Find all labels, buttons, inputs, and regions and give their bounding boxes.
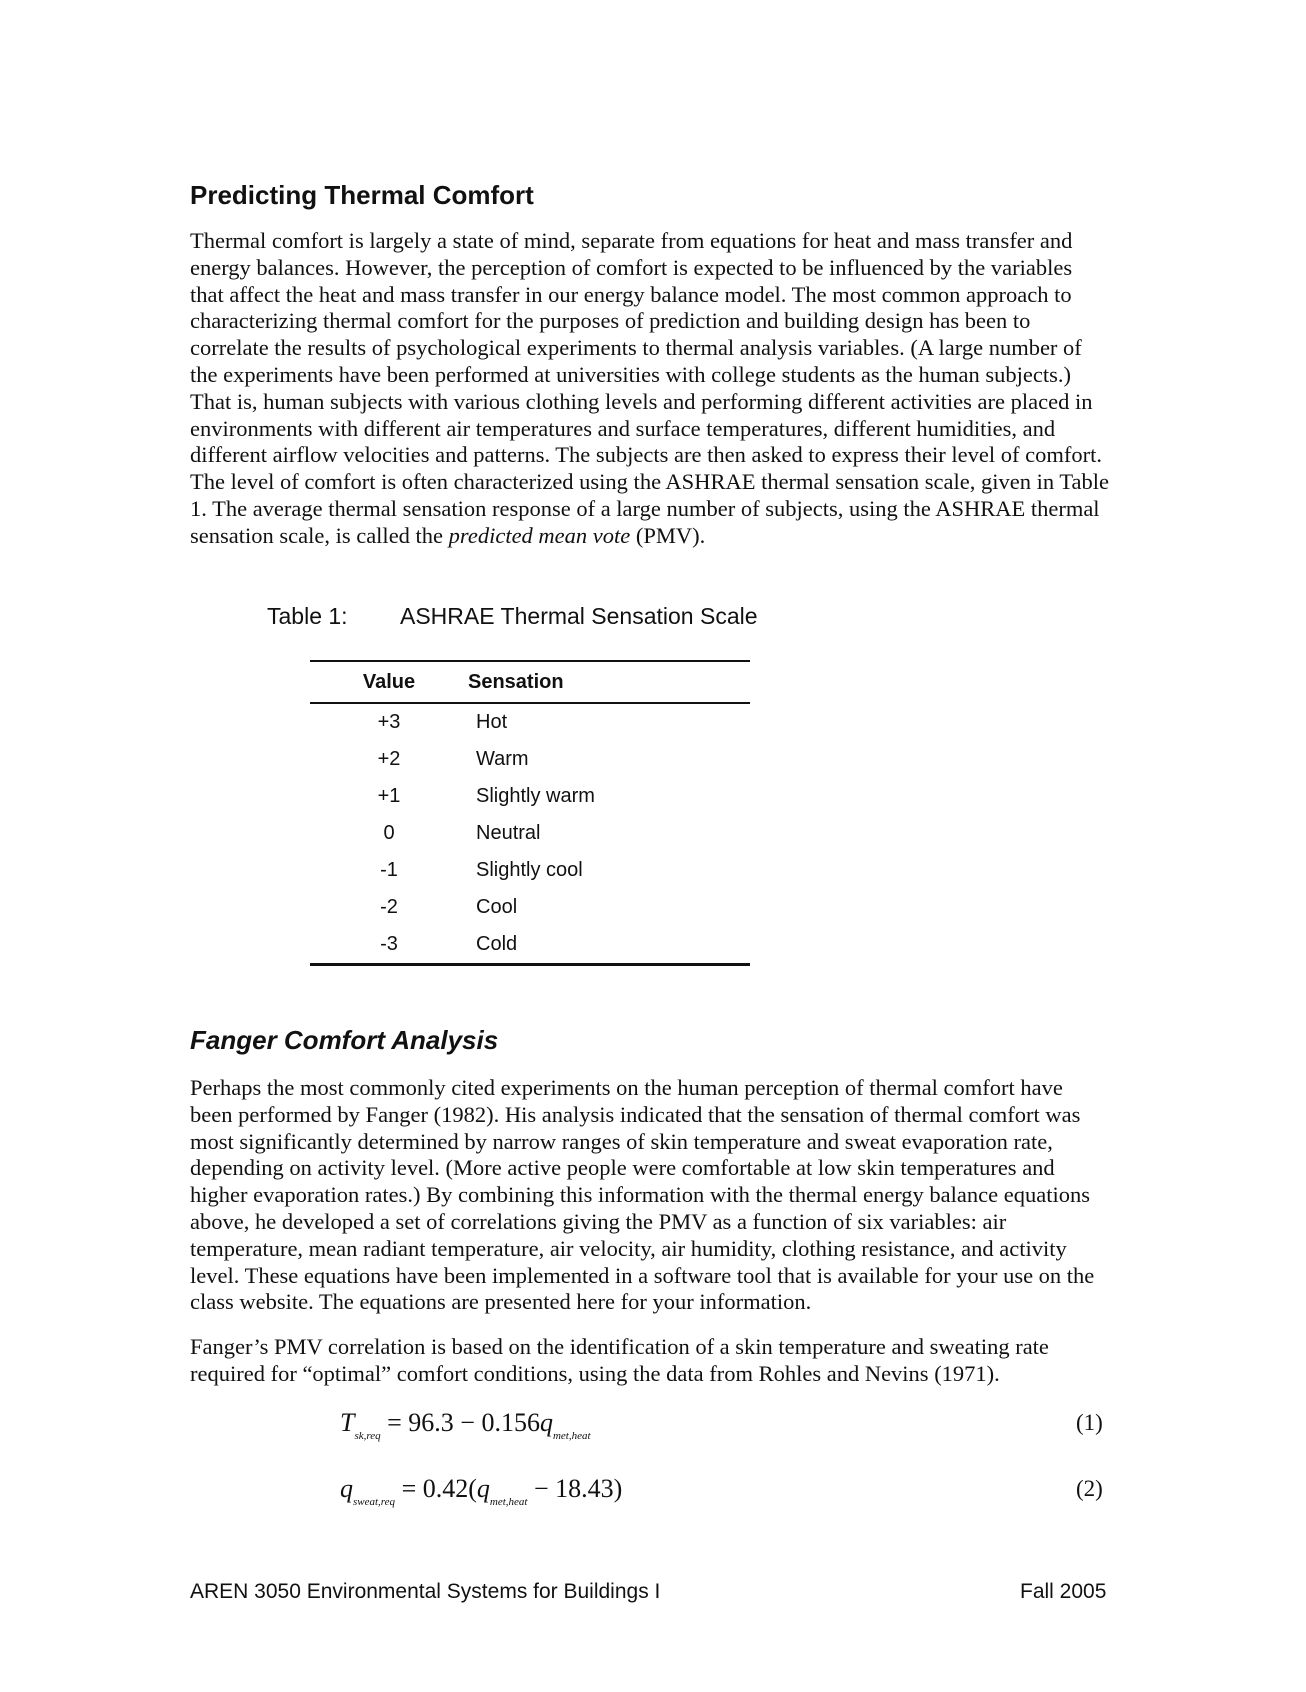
cell-sensation: Cold — [476, 933, 518, 955]
equation-symbol: q — [539, 1408, 553, 1437]
footer-term: Fall 2005 — [1020, 1580, 1107, 1603]
equation-symbol: q — [476, 1474, 490, 1503]
equation-subscript: met,heat — [489, 1496, 528, 1508]
equation-symbol: q — [340, 1474, 353, 1503]
equation-symbol: T — [340, 1408, 355, 1437]
cell-value: 0 — [383, 822, 395, 844]
footer-course-title: AREN 3050 Environmental Systems for Buildings I — [190, 1580, 661, 1603]
cell-sensation: Slightly cool — [476, 859, 583, 881]
table-title: ASHRAE Thermal Sensation Scale — [400, 603, 758, 629]
paragraph-text-tail: (PMV). — [630, 522, 706, 548]
cell-value: -2 — [380, 896, 398, 918]
column-header-sensation: Sensation — [468, 670, 564, 693]
table-row — [310, 741, 750, 778]
table-row — [310, 852, 750, 889]
equation-2 — [340, 1474, 622, 1508]
cell-sensation: Cool — [476, 896, 518, 918]
table-header-row — [310, 661, 750, 703]
column-header-value: Value — [362, 670, 416, 693]
equation-subscript: sweat,req — [353, 1496, 396, 1508]
equation-1 — [340, 1408, 591, 1442]
cell-value: -1 — [380, 859, 398, 881]
paragraph-text: Thermal comfort is largely a state of mind, separate from equations for heat and mass transfer and energy balances. However, the perception of comfort is expected to be influenced by the variables that affect the heat and mass transfer in our energy balance model. The most common approach to characterizing thermal comfort for the purposes of prediction and building design has been to correlate the results of psychological experiments to thermal analysis variables. (A large number of the experiments have been performed at universities with college students as the human subjects.) That is, human subjects with various clothing levels and performing different activities are placed in environments with different air temperatures and surface temperatures, different humidities, and different airflow velocities and patterns. The subjects are then asked to express their level of comfort. The level of comfort is often characterized using the ASHRAE thermal sensation scale, given in Table 1. The average thermal sensation response of a large number of subjects, using the ASHRAE thermal sensation scale, is called the — [190, 228, 1109, 548]
equation-text: = 0.42( — [395, 1474, 477, 1503]
equation-subscript: met,heat — [552, 1430, 591, 1442]
cell-value: -3 — [380, 933, 398, 955]
equation-text: = 96.3 − 0.156 — [380, 1408, 540, 1437]
cell-sensation: Neutral — [476, 822, 541, 844]
section-heading-fanger-comfort-analysis: Fanger Comfort Analysis — [190, 1025, 499, 1055]
thermal-sensation-table — [310, 660, 750, 966]
section-heading-predicting-thermal-comfort: Predicting Thermal Comfort — [190, 180, 534, 210]
paragraph-thermal-comfort-intro — [190, 228, 1110, 550]
paragraph-fanger-pmv-correlation: Fanger’s PMV correlation is based on the identification of a skin temperature and sweating rate required for “optimal” comfort conditions, using the data from Rohles and Nevins (1971). — [190, 1334, 1049, 1386]
equation-subscript: sk,req — [354, 1430, 381, 1442]
cell-value: +1 — [377, 785, 401, 807]
cell-value: +2 — [377, 748, 401, 770]
equation-number-2: (2) — [1076, 1476, 1103, 1501]
table-row — [310, 778, 750, 815]
cell-sensation: Slightly warm — [476, 785, 595, 807]
table-row — [310, 815, 750, 852]
paragraph-fanger-experiments: Perhaps the most commonly cited experiments on the human perception of thermal comfort have been performed by Fanger (1982). His analysis indicated that the sensation of thermal comfort was most significantly determined by narrow ranges of skin temperature and sweat evaporation rate, depending on activity level. (More active people were comfortable at low skin temperatures and higher evaporation rates.) By combining this information with the thermal energy balance equations above, he developed a set of correlations giving the PMV as a function of six variables: air temperature, mean radiant temperature, air velocity, air humidity, clothing resistance, and activity level. These equations have been implemented in a software tool that is available for your use on the class website. The equations are presented here for your information. — [190, 1075, 1095, 1315]
cell-sensation: Warm — [476, 748, 529, 770]
table-row — [310, 889, 750, 926]
table-caption — [267, 603, 758, 630]
equation-text-tail: − 18.43) — [527, 1474, 623, 1503]
table-row — [310, 926, 750, 965]
cell-sensation: Hot — [476, 711, 508, 733]
paragraph-italic-term: predicted mean vote — [448, 522, 631, 548]
equation-number-1: (1) — [1076, 1410, 1103, 1435]
cell-value: +3 — [377, 711, 401, 733]
table-row — [310, 703, 750, 741]
table-number: Table 1: — [267, 603, 348, 629]
